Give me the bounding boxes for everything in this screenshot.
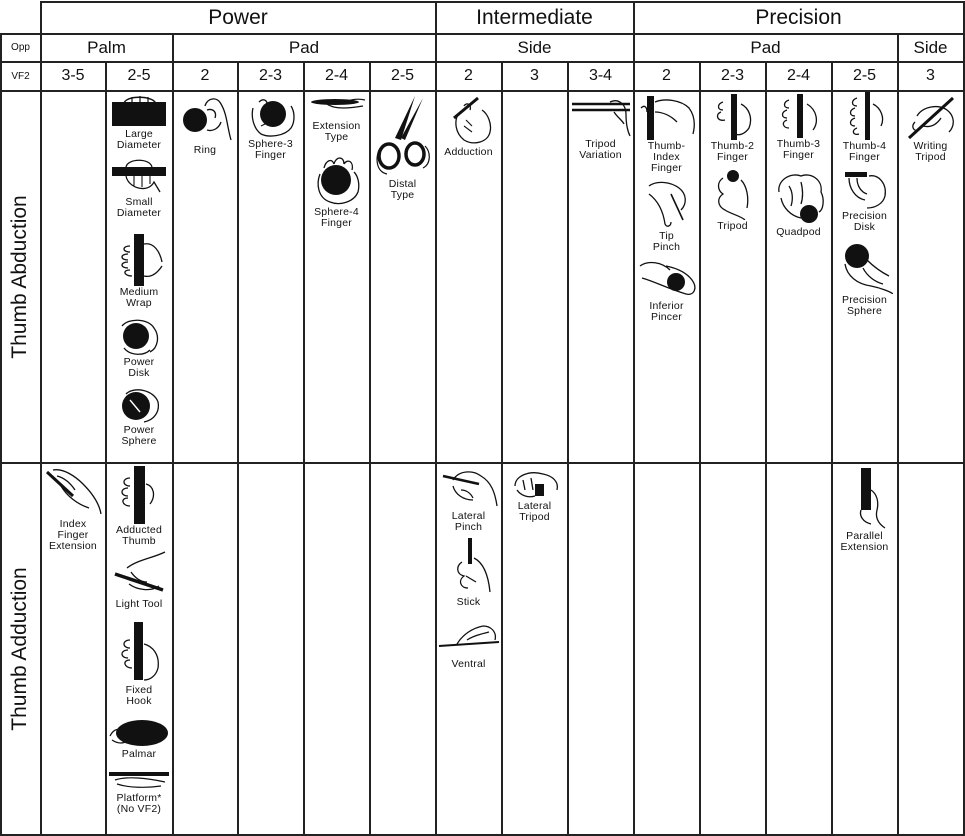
grid-line [0,834,965,836]
grasp-label: Thumb-4 Finger [842,140,887,163]
grasp-tripod-variation [568,98,633,161]
grasp-ring [173,96,237,156]
grasp-label: Palmar [121,748,157,760]
platform-icon [107,770,171,792]
grasp-label: Small Diameter [116,196,162,219]
grasp-lateral-tripod [502,470,567,523]
vf2-value: 2-4 [786,67,811,84]
grasp-large-diameter [106,96,172,151]
grasp-label: Tripod [717,220,748,232]
light-tool-icon [107,550,171,598]
vf2-label: VF2 [11,70,30,82]
grasp-label: Fixed Hook [125,684,153,707]
vf2-value: 2-4 [324,67,349,84]
grasp-medium-wrap [106,232,172,309]
grasp-label: Medium Wrap [119,286,159,309]
thumb-index-finger-icon [637,94,697,140]
grasp-index-finger-extension [41,466,105,552]
grasp-label: Distal Type [388,178,417,201]
grasp-label: Index Finger Extension [49,518,97,552]
grasp-label: Ring [193,144,217,156]
extension-type-icon [307,96,367,120]
grasp-small-diameter [106,158,172,219]
quadpod-icon [771,172,827,226]
grasp-label: Thumb-3 Finger [776,138,821,161]
medium-wrap-icon [114,232,164,286]
grasp-label: Platform* (No VF2) [116,792,162,815]
grasp-label: Precision Disk [842,210,887,233]
grasp-label: Large Diameter [116,128,162,151]
writing-tripod-icon [903,96,959,140]
vf2-value: 2-3 [720,67,745,84]
grid-line [237,61,239,835]
grasp-label: Thumb- Index Finger [647,140,686,174]
grasp-light-tool [106,550,172,610]
sphere-3-finger-icon [245,96,297,138]
vf2-value: 3 [926,67,935,84]
opp-label: Opp [11,42,30,53]
grasp-label: Precision Sphere [842,294,887,317]
opp-pad-power: Pad [288,37,320,57]
thumb-3-finger-icon [775,94,823,138]
tripod-icon [711,168,755,220]
grasp-adducted-thumb [106,466,172,547]
palmar-icon [108,718,170,748]
grasp-tip-pinch [634,180,699,253]
lateral-pinch-icon [439,468,499,510]
grasp-label: Stick [456,596,481,608]
tripod-variation-icon [570,98,632,138]
grasp-label: Sphere-3 Finger [248,138,293,161]
parallel-extension-icon [843,468,887,530]
grasp-lateral-pinch [436,468,501,533]
grid-line [0,90,965,92]
grasp-power-sphere [106,388,172,447]
opp-side-intermediate: Side [517,37,552,57]
vf2-value: 2-5 [852,67,877,84]
grasp-thumb-3-finger [766,94,831,161]
power-sphere-icon [114,388,164,424]
vf2-value: 2-3 [258,67,283,84]
grasp-stick [436,536,501,608]
ventral-icon [437,622,501,658]
vf2-value: 2-5 [127,67,151,84]
grid-line [567,61,569,835]
grasp-extension-type [304,96,369,143]
grasp-thumb-2-finger [700,94,765,163]
opp-side-precision: Side [913,37,948,57]
grasp-label: Adduction [444,146,493,158]
vf2-value: 2 [200,67,210,84]
grasp-label: Power Disk [123,356,155,379]
grasp-label: Thumb-2 Finger [710,140,755,163]
grasp-inferior-pincer [634,258,699,323]
grid-line [40,1,42,835]
grasp-palmar [106,718,172,760]
row-label-thumb-abduction: Thumb Abduction [8,195,31,359]
vf2-value: 2 [662,67,671,84]
grasp-thumb-index-finger [634,94,699,174]
grasp-label: Sphere-4 Finger [314,206,359,229]
category-intermediate: Intermediate [476,5,593,29]
grasp-label: Tripod Variation [579,138,622,161]
adduction-icon [444,96,494,146]
grasp-label: Lateral Pinch [451,510,486,533]
grasp-parallel-extension [832,468,897,553]
grasp-thumb-4-finger [832,92,897,163]
precision-disk-icon [839,170,891,210]
vf2-value: 3-5 [61,67,85,84]
grasp-label: Extension Type [312,120,361,143]
grasp-label: Ventral [451,658,486,670]
grasp-ventral [436,622,501,670]
grasp-distal-type [370,94,435,201]
grid-line [0,462,965,464]
vf2-value: 3 [530,67,539,84]
inferior-pincer-icon [636,258,698,300]
vf2-value: 2 [464,67,473,84]
vf2-value: 3-4 [588,67,613,84]
grasp-precision-sphere [832,240,897,317]
thumb-2-finger-icon [709,94,757,140]
grid-line [501,61,503,835]
thumb-4-finger-icon [841,92,889,140]
grasp-sphere-3-finger [238,96,303,161]
adducted-thumb-icon [114,466,164,524]
grasp-label: Adducted Thumb [116,524,162,547]
grasp-label: Tip Pinch [652,230,681,253]
opp-palm: Palm [87,37,126,57]
index-finger-extension-icon [43,466,103,518]
grasp-fixed-hook [106,620,172,707]
grasp-power-disk [106,318,172,379]
stick-icon [444,536,494,596]
grasp-label: Quadpod [776,226,821,238]
grasp-writing-tripod [898,96,963,163]
grasp-adduction [436,96,501,158]
grasp-sphere-4-finger [304,154,369,229]
precision-sphere-icon [837,240,893,294]
category-precision: Precision [755,5,842,29]
grid-line [0,33,2,835]
grasp-label: Light Tool [115,598,163,610]
small-diameter-icon [110,158,168,196]
grasp-label: Power Sphere [121,424,157,447]
tip-pinch-icon [641,180,693,230]
grasp-label: Writing Tripod [913,140,948,163]
opp-pad-precision: Pad [750,37,781,57]
large-diameter-icon [110,96,168,128]
distal-type-icon [375,94,431,178]
fixed-hook-icon [114,620,164,684]
row-label-thumb-adduction: Thumb Adduction [8,567,31,731]
category-power: Power [208,5,268,29]
lateral-tripod-icon [509,470,561,500]
sphere-4-finger-icon [312,154,362,206]
grasp-label: Inferior Pincer [649,300,684,323]
power-disk-icon [114,318,164,356]
ring-icon [177,96,233,144]
grasp-quadpod [766,172,831,238]
grasp-precision-disk [832,170,897,233]
grasp-label: Lateral Tripod [517,500,552,523]
grasp-platform [106,770,172,815]
grasp-label: Parallel Extension [840,530,889,553]
grid-line [963,1,965,835]
grasp-tripod [700,168,765,232]
vf2-value: 2-5 [390,67,415,84]
